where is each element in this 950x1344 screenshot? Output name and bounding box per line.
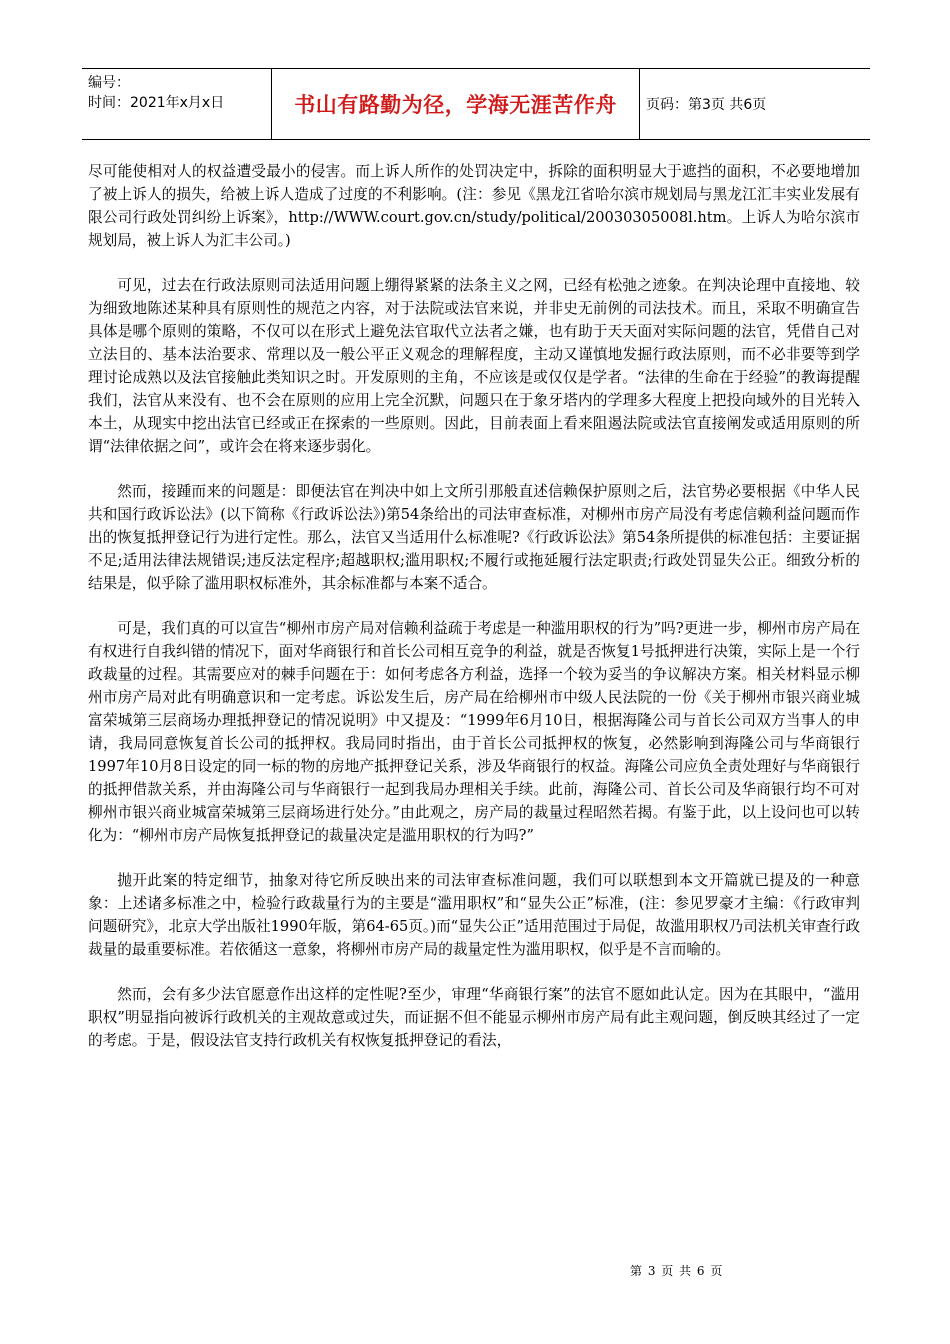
header-page-info: 页码：第3页 共6页 xyxy=(646,97,767,113)
paragraph-6: 然而，会有多少法官愿意作出这样的定性呢?至少，审理“华商银行案”的法官不愿如此认定。因为在其眼中，“滥用职权”明显指向被诉行政机关的主观故意或过失，而证据不但不能显示柳州市房产局有此主观问题，倒反映其经过了一定的考虑。于是，假设法官支持行政机关有权恢复抵押登记的看法， xyxy=(88,986,860,1049)
doc-number-label: 编号： xyxy=(88,75,130,91)
paragraph-2: 可见，过去在行政法原则司法适用问题上绷得紧紧的法条主义之网，已经有松弛之迹象。在判决论理中直接地、较为细致地陈述某种具有原则性的规范之内容，对于法院或法官来说，并非史无前例的司法技术。而且，采取不明确宣告具体是哪个原则的策略，不仅可以在形式上避免法官取代立法者之嫌，也有助于天天面对实际问题的法官，凭借自己对立法目的、基本法治要求、常理以及一般公平正义观念的理解程度，主动又谨慎地发掘行政法原则，而不必非要等到学理讨论成熟以及法官接触此类知识之时。开发原则的主角，不应该是或仅仅是学者。“法律的生命在于经验”的教诲提醒我们，法官从来没有、也不会在原则的应用上完全沉默，问题只在于象牙塔内的学理多大程度上把投向域外的目光转入本土，从现实中挖出法官已经或正在探索的一些原则。因此，目前表面上看来阻遏法院或法官直接阐发或适用原则的所谓“法律依据之问”，或许会在将来逐步弱化。 xyxy=(88,277,860,455)
paragraph-1: 尽可能使相对人的权益遭受最小的侵害。而上诉人所作的处罚决定中，拆除的面积明显大于遮挡的面积，不必要地增加了被上诉人的损失，给被上诉人造成了过度的不利影响。(注：参见《黑龙江省哈尔滨市规划局与黑龙江汇丰实业发展有限公司行政处罚纠纷上诉案》，http://WWW.court.gov.cn/study/political/20030305008l.htm。上诉人为哈尔滨市规划局，被上诉人为汇丰公司。) xyxy=(88,163,860,249)
header-motto: 书山有路勤为径，学海无涯苦作舟 xyxy=(272,69,640,139)
header-meta xyxy=(82,69,272,139)
page-header xyxy=(82,68,870,140)
paragraph-3: 然而，接踵而来的问题是：即便法官在判决中如上文所引那般直述信赖保护原则之后，法官势必要根据《中华人民共和国行政诉讼法》(以下简称《行政诉讼法》)第54条给出的司法审查标准，对柳州市房产局没有考虑信赖利益问题而作出的恢复抵押登记行为进行定性。那么，法官又当适用什么标准呢?《行政诉讼法》第54条所提供的标准包括：主要证据不足;适用法律法规错误;违反法定程序;超越职权;滥用职权;不履行或拖延履行法定职责;行政处罚显失公正。细致分析的结果是，似乎除了滥用职权标准外，其余标准都与本案不适合。 xyxy=(88,483,860,592)
page-footer: 第 3 页 共 6 页 xyxy=(630,1264,724,1278)
paragraph-5: 抛开此案的特定细节，抽象对待它所反映出来的司法审查标准问题，我们可以联想到本文开篇就已提及的一种意象：上述诸多标准之中，检验行政裁量行为的主要是“滥用职权”和“显失公正”标准，(注：参见罗豪才主编：《行政审判问题研究》，北京大学出版社1990年版，第64-65页。)而“显失公正”适用范围过于局促，故滥用职权乃司法机关审查行政裁量的最重要标准。若依循这一意象，将柳州市房产局的裁量定性为滥用职权，似乎是不言而喻的。 xyxy=(88,872,860,958)
document-body xyxy=(88,160,860,1074)
paragraph-4: 可是，我们真的可以宣告“柳州市房产局对信赖利益疏于考虑是一种滥用职权的行为”吗?更进一步，柳州市房产局在有权进行自我纠错的情况下，面对华商银行和首长公司相互竞争的利益，就是否恢复1号抵押进行决策，实际上是一个行政裁量的过程。其需要应对的棘手问题在于：如何考虑各方利益，选择一个较为妥当的争议解决方案。相关材料显示柳州市房产局对此有明确意识和一定考虑。诉讼发生后，房产局在给柳州市中级人民法院的一份《关于柳州市银兴商业城富荣城第三层商场办理抵押登记的情况说明》中又提及：“1999年6月10日，根据海隆公司与首长公司双方当事人的申请，我局同意恢复首长公司的抵押权。我局同时指出，由于首长公司抵押权的恢复，必然影响到海隆公司与华商银行1997年10月8日设定的同一标的物的房地产抵押登记关系，涉及华商银行的权益。海隆公司应负全责处理好与华商银行的抵押借款关系，并由海隆公司与华商银行一起到我局办理相关手续。此前，海隆公司、首长公司及华商银行均不可对柳州市银兴商业城富荣城第三层商场进行处分。”由此观之，房产局的裁量过程昭然若揭。有鉴于此，以上设问也可以转化为：“柳州市房产局恢复抵押登记的裁量决定是滥用职权的行为吗?” xyxy=(88,620,860,844)
doc-time-label: 时间：2021年x月x日 xyxy=(88,95,225,111)
